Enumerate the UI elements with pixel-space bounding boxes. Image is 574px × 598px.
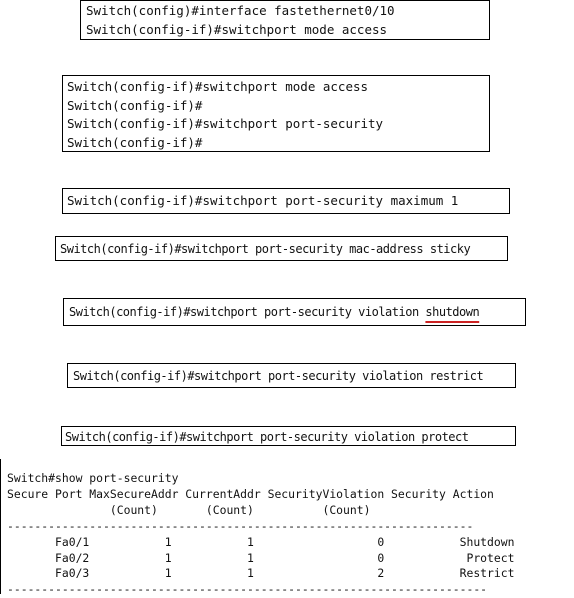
terminal-block-violation-protect xyxy=(61,426,516,446)
terminal-block-port-security xyxy=(62,75,490,152)
terminal-line: Switch(config-if)#switchport port-security violation protect xyxy=(65,430,469,444)
command-prefix: Switch(config-if)#switchport port-security violation xyxy=(69,305,426,319)
terminal-line: Switch(config-if)#switchport mode access xyxy=(86,21,388,37)
terminal-line: Switch(config-if)#switchport port-security xyxy=(67,116,384,131)
show-port-security-output xyxy=(0,459,574,597)
table-footer: ---------------------------------------------------------------------- xyxy=(7,582,488,597)
terminal-line: Switch(config)#interface fastethernet0/10 xyxy=(86,3,395,18)
terminal-line: Switch(config-if)#switchport port-security maximum 1 xyxy=(67,193,459,208)
terminal-line: Switch(config-if)# xyxy=(67,97,203,113)
terminal-block-maximum xyxy=(62,188,510,214)
terminal-line: Switch(config-if)# xyxy=(67,134,203,150)
terminal-line xyxy=(69,303,525,321)
terminal-line: Switch(config-if)#switchport mode access xyxy=(67,79,369,94)
show-command: Switch#show port-security xyxy=(7,471,179,485)
table-body xyxy=(7,535,574,583)
shutdown-keyword: shutdown xyxy=(425,305,480,319)
table-header-units: (Count) (Count) (Count) xyxy=(7,502,371,517)
terminal-line: Switch(config-if)#switchport port-security mac-address sticky xyxy=(60,242,471,256)
table-header: Secure Port MaxSecureAddr CurrentAddr SecurityViolation Security Action xyxy=(7,486,494,501)
table-row: Fa0/3 1 1 2 Restrict xyxy=(7,566,515,581)
terminal-block-violation-shutdown xyxy=(63,298,526,326)
terminal-block-interface xyxy=(80,0,490,40)
table-row: Fa0/1 1 1 0 Shutdown xyxy=(7,534,515,549)
terminal-line: Switch(config-if)#switchport port-security violation restrict xyxy=(73,369,484,383)
table-row: Fa0/2 1 1 0 Protect xyxy=(7,550,515,565)
terminal-block-sticky xyxy=(55,236,508,261)
terminal-block-violation-restrict xyxy=(67,363,516,388)
table-separator: -------------------------------------------------------------------- xyxy=(7,518,474,533)
